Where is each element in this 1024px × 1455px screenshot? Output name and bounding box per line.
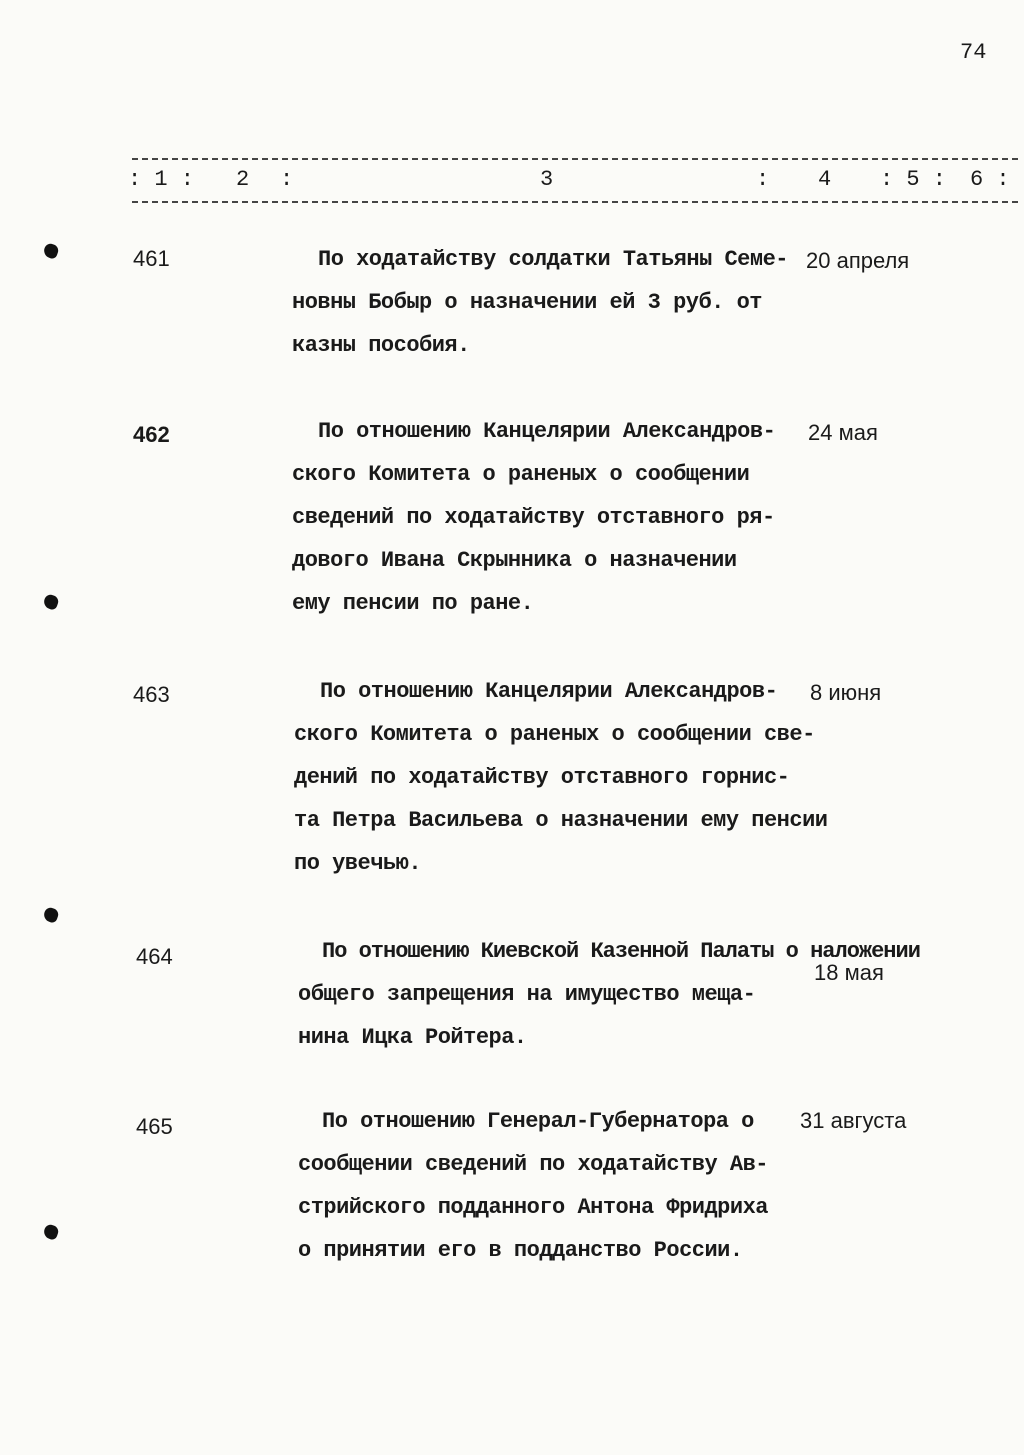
text-line: ского Комитета о раненых о сообщении xyxy=(292,462,750,487)
text-line: дений по ходатайству отставного горнис- xyxy=(294,765,790,790)
text-line: новны Бобыр о назначении ей 3 руб. от xyxy=(292,290,762,315)
entry-date: 20 апреля xyxy=(806,248,910,273)
entry-number: 464 xyxy=(136,944,173,969)
column-header-2: 2 xyxy=(236,167,250,192)
binder-hole xyxy=(42,242,60,260)
text-line: По отношению Канцелярии Александров- xyxy=(320,679,778,704)
text-line: казны пособия. xyxy=(292,333,470,358)
binder-hole xyxy=(42,906,60,924)
text-line: по увечью. xyxy=(294,851,422,876)
binder-hole xyxy=(42,1223,60,1241)
entry-text xyxy=(294,670,828,885)
column-header-3: 3 xyxy=(540,167,554,192)
entry-date: 31 августа xyxy=(800,1108,907,1133)
column-header-sep: : xyxy=(280,167,294,192)
column-header-row xyxy=(0,167,1024,197)
header-rule-bottom xyxy=(132,201,1018,203)
text-line: По отношению Канцелярии Александров- xyxy=(318,419,776,444)
entry-number: 465 xyxy=(136,1114,173,1139)
entry-text xyxy=(292,238,788,367)
text-line: ского Комитета о раненых о сообщении све- xyxy=(294,722,815,747)
column-header-1: : 1 : xyxy=(128,167,195,192)
column-header-4: 4 xyxy=(818,167,832,192)
page-number: 74 xyxy=(960,40,987,65)
column-header-sep-2: : xyxy=(756,167,770,192)
text-line: ему пенсии по ране. xyxy=(292,591,534,616)
entry-text xyxy=(298,930,920,1059)
column-header-6: 6 : xyxy=(970,167,1010,192)
entry-date: 18 мая xyxy=(814,960,884,985)
column-header-5: : 5 : xyxy=(880,167,947,192)
text-line: По ходатайству солдатки Татьяны Семе- xyxy=(318,247,788,272)
entry-date: 8 июня xyxy=(810,680,882,705)
header-rule-top xyxy=(132,158,1018,160)
entry-text xyxy=(298,1100,768,1272)
binder-hole xyxy=(42,593,60,611)
text-line: нина Ицка Ройтера. xyxy=(298,1025,527,1050)
text-line: стрийского подданного Антона Фридриха xyxy=(298,1195,768,1220)
entry-number: 462 xyxy=(133,422,170,447)
text-line: сообщении сведений по ходатайству Ав- xyxy=(298,1152,768,1177)
entry-date: 24 мая xyxy=(808,420,878,445)
entry-number: 463 xyxy=(133,682,170,707)
text-line: общего запрещения на имущество меща- xyxy=(298,982,756,1007)
entry-text xyxy=(292,410,775,625)
text-line: По отношению Генерал-Губернатора о xyxy=(322,1109,754,1134)
text-line: дового Ивана Скрынника о назначении xyxy=(292,548,737,573)
text-line: По отношению Киевской Казенной Палаты о наложении xyxy=(322,939,920,964)
entry-number: 461 xyxy=(133,246,170,271)
text-line: о принятии его в подданство России. xyxy=(298,1238,743,1263)
text-line: та Петра Васильева о назначении ему пенсии xyxy=(294,808,828,833)
text-line: сведений по ходатайству отставного ря- xyxy=(292,505,775,530)
